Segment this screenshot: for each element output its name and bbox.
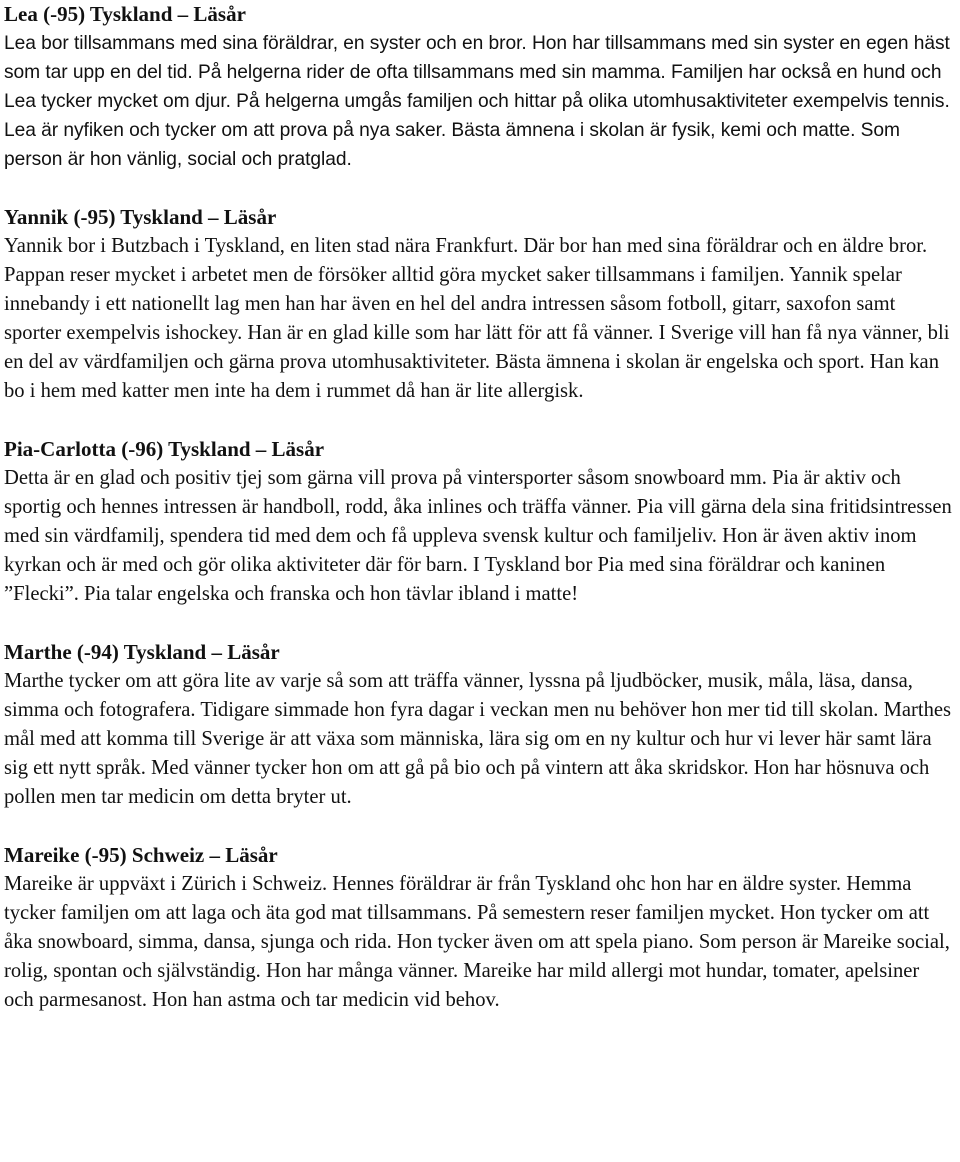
- profile-title: Yannik (-95) Tyskland – Läsår: [4, 205, 277, 229]
- profile-title: Marthe (-94) Tyskland – Läsår: [4, 640, 280, 664]
- profile-entry-pia-carlotta: [4, 435, 954, 609]
- profile-description: Mareike är uppväxt i Zürich i Schweiz. Hennes föräldrar är från Tyskland ohc hon har en äldre syster. Hemma tycker familjen om att laga och äta god mat tillsammans. På semestern reser familjen mycket. Hon tycker om att åka snowboard, simma, dansa, sjunga och rida. Hon tycker även om att spela piano. Som person är Mareike social, rolig, spontan och självständig. Hon har många vänner. Mareike har mild allergi mot hundar, tomater, apelsiner och parmesanost. Hon han astma och tar medicin vid behov.: [4, 873, 950, 1011]
- profile-description: Lea bor tillsammans med sina föräldrar, en syster och en bror. Hon har tillsammans med sin syster en egen häst som tar upp en del tid. På helgerna rider de ofta tillsammans med sin mamma. Familjen har också en hund och Lea tycker mycket om djur. På helgerna umgås familjen och hittar på olika utomhusaktiviteter exempelvis tennis. Lea är nyfiken och tycker om att prova på nya saker. Bästa ämnena i skolan är fysik, kemi och matte. Som person är hon vänlig, social och pratglad.: [4, 33, 950, 170]
- section-spacer: [4, 609, 954, 638]
- section-spacer: [4, 174, 954, 203]
- profile-description: Detta är en glad och positiv tjej som gärna vill prova på vintersporter såsom snowboard mm. Pia är aktiv och sportig och hennes intressen är handboll, rodd, åka inlines och träffa vänner. Pia vill gärna dela sina fritidsintressen med sin värdfamilj, spendera tid med dem och få uppleva svensk kultur och familjeliv. Hon är även aktiv inom kyrkan och är med och gör olika aktiviteter där för barn. I Tyskland bor Pia med sina föräldrar och kaninen ”Flecki”. Pia talar engelska och franska och hon tävlar ibland i matte!: [4, 467, 952, 605]
- section-spacer: [4, 812, 954, 841]
- profile-entry-yannik: [4, 203, 954, 406]
- profile-entry-marthe: [4, 638, 954, 812]
- profile-entry-mareike: [4, 841, 954, 1015]
- profile-description: Yannik bor i Butzbach i Tyskland, en liten stad nära Frankfurt. Där bor han med sina föräldrar och en äldre bror. Pappan reser mycket i arbetet men de försöker alltid göra mycket saker tillsammans i familjen. Yannik spelar innebandy i ett nationellt lag men han har även en hel del andra intressen såsom fotboll, gitarr, saxofon samt sporter exempelvis ishockey. Han är en glad kille som har lätt för att få vänner. I Sverige vill han få nya vänner, bli en del av värdfamiljen och gärna prova utomhusaktiviteter. Bästa ämnena i skolan är engelska och sport. Han kan bo i hem med katter men inte ha dem i rummet då han är lite allergisk.: [4, 235, 950, 402]
- profile-entry-lea: [4, 0, 954, 174]
- profile-title: Mareike (-95) Schweiz – Läsår: [4, 843, 278, 867]
- section-spacer: [4, 406, 954, 435]
- profile-title: Lea (-95) Tyskland – Läsår: [4, 2, 246, 26]
- profile-title: Pia-Carlotta (-96) Tyskland – Läsår: [4, 437, 325, 461]
- profile-description: Marthe tycker om att göra lite av varje så som att träffa vänner, lyssna på ljudböcker, musik, måla, läsa, dansa, simma och fotografera. Tidigare simmade hon fyra dagar i veckan men nu behöver hon mer tid till skolan. Marthes mål med att komma till Sverige är att växa som människa, lära sig om en ny kultur och hur vi lever här samt lära sig ett nytt språk. Med vänner tycker hon om att gå på bio och på vintern att åka skridskor. Hon har hösnuva och pollen men tar medicin om detta bryter ut.: [4, 670, 952, 808]
